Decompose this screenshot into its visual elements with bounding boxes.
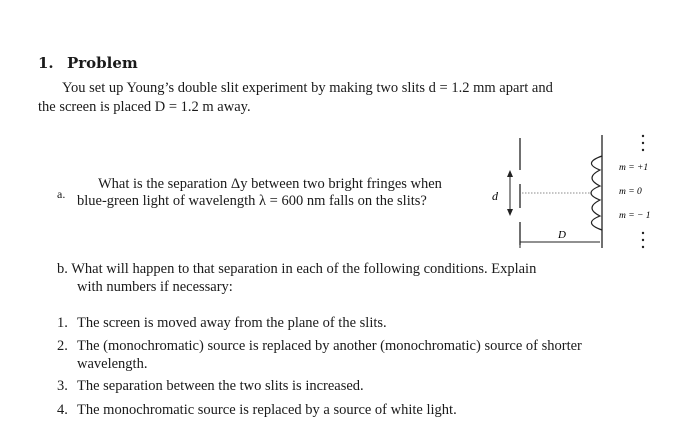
D-label: D	[558, 229, 566, 241]
part-b-line-1: b. What will happen to that separation in each of the following conditions. Explain	[57, 261, 537, 277]
item-number: 4.	[57, 402, 68, 418]
problem-title: Problem	[67, 54, 138, 72]
part-a-line-1: What is the separation Δy between two bright fringes when	[98, 176, 442, 192]
part-b-line-2: with numbers if necessary:	[77, 279, 233, 295]
d-arrow-head-down	[507, 209, 513, 216]
item-text: The separation between the two slits is increased.	[77, 378, 364, 394]
item-text: The (monochromatic) source is replaced by another (monochromatic) source of shorter	[77, 338, 582, 354]
order-label-minus-one: m = − 1	[619, 211, 651, 221]
item-text: The monochromatic source is replaced by a source of white light.	[77, 402, 457, 418]
order-label-zero: m = 0	[619, 187, 642, 197]
intro-line-1: You set up Young’s double slit experiment by making two slits d = 1.2 mm apart and	[62, 80, 553, 96]
item-text: The screen is moved away from the plane of the slits.	[77, 315, 387, 331]
dots-top-3	[642, 149, 644, 151]
dots-top-1	[642, 135, 644, 137]
fringe-intensity-curve	[591, 156, 602, 230]
order-label-plus-one: m = +1	[619, 163, 649, 173]
part-a-marker: a.	[57, 187, 66, 201]
item-number: 1.	[57, 315, 68, 331]
dots-bottom-1	[642, 232, 644, 234]
dots-bottom-2	[642, 239, 644, 241]
dots-bottom-3	[642, 246, 644, 248]
item-number: 3.	[57, 378, 68, 394]
problem-number: 1.	[38, 54, 54, 72]
item-number: 2.	[57, 338, 68, 354]
double-slit-figure	[480, 130, 680, 260]
intro-line-2: the screen is placed D = 1.2 m away.	[38, 99, 251, 115]
dots-top-2	[642, 142, 644, 144]
d-arrow-head-up	[507, 170, 513, 177]
item-text-continued: wavelength.	[77, 356, 148, 372]
part-a-line-2: blue-green light of wavelength λ = 600 nm falls on the slits?	[77, 193, 427, 209]
d-label: d	[492, 189, 498, 203]
